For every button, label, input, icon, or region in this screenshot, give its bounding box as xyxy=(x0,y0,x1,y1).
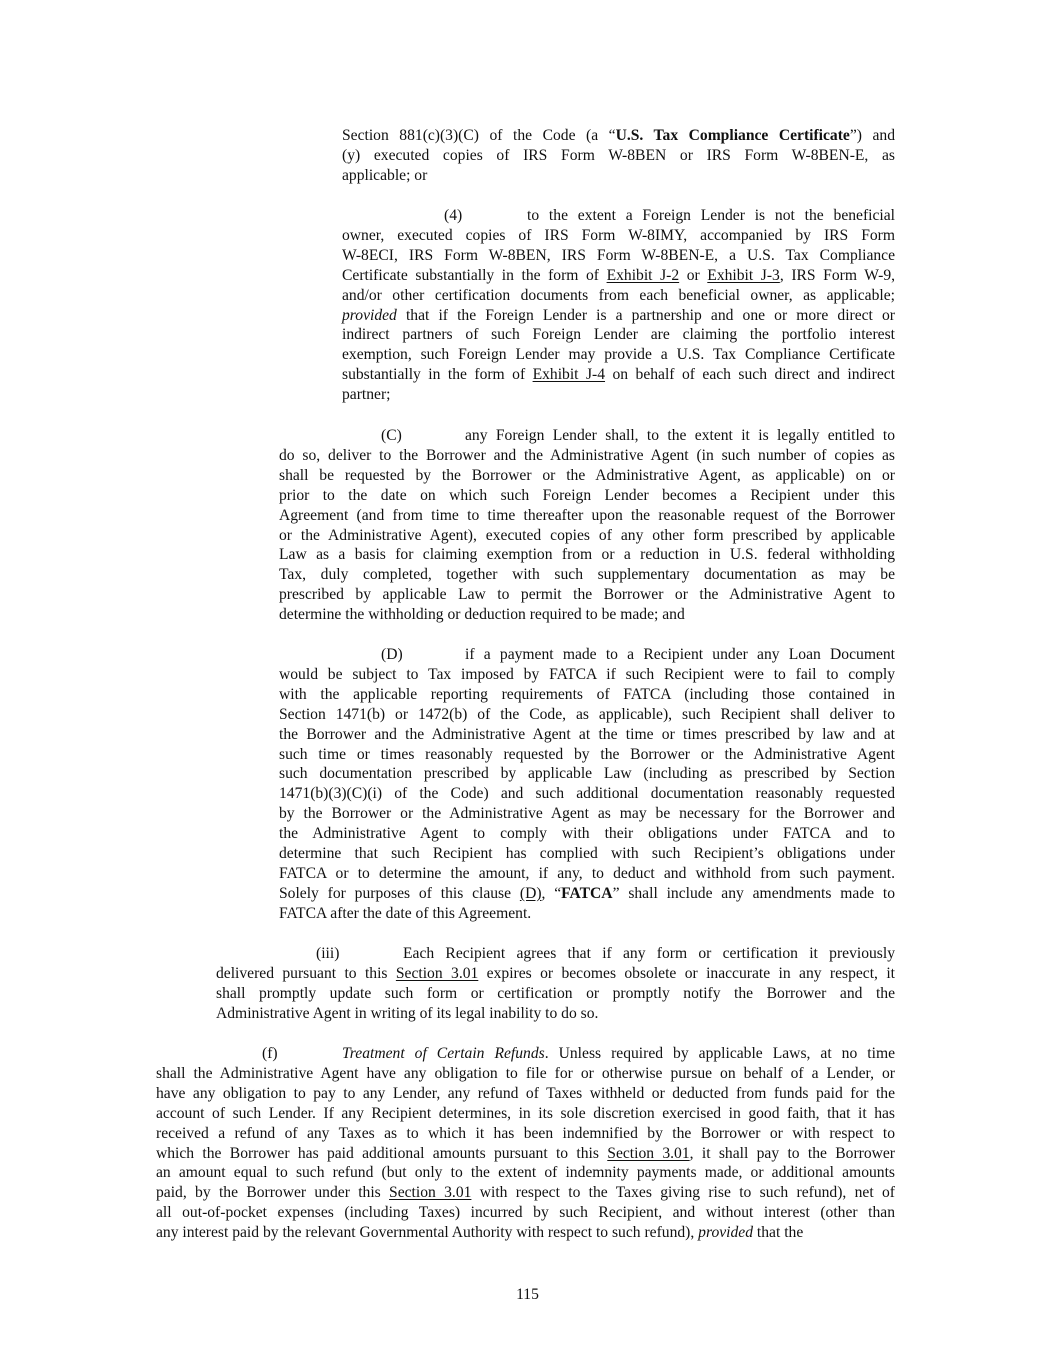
text-line: owner, executed copies of IRS Form W-8IMY, accompanied by IRS Form xyxy=(342,226,895,244)
clause-marker: (iii) xyxy=(316,945,340,962)
text-line: received a refund of any Taxes as to which it has been indemnified by the Borrower or with respect to xyxy=(156,1124,895,1142)
clause-b-3-continuation xyxy=(342,126,895,186)
clause-c-paragraph xyxy=(279,426,895,625)
clause-marker: (D) xyxy=(381,646,403,663)
cross-reference-link: Section 3.01 xyxy=(395,964,479,982)
section-f-treatment-of-refunds xyxy=(156,1044,895,1243)
text-line: determine that such Recipient has complied with such Recipient’s obligations under xyxy=(279,845,895,863)
text-line: shall the Administrative Agent have any obligation to file for or otherwise pursue on behalf of a Lender, or xyxy=(156,1064,895,1082)
text-line: the Administrative Agent to comply with their obligations under FATCA and to xyxy=(279,825,895,843)
text-line: Section 881(c)(3)(C) of the Code (a “U.S. Tax Compliance Certificate”) and xyxy=(342,127,895,144)
defined-term: U.S. Tax Compliance Certificate xyxy=(615,127,850,144)
text-line: Solely for purposes of this clause (D), “FATCA” shall include any amendments made to xyxy=(279,884,895,902)
text-line: FATCA or to determine the amount, if any, to deduct and withhold from such payment. xyxy=(279,864,895,882)
text-line: delivered pursuant to this Section 3.01 expires or becomes obsolete or inaccurate in any respect, it xyxy=(216,964,895,982)
text-line: FATCA after the date of this Agreement. xyxy=(279,904,532,922)
emphasis-text: provided xyxy=(698,1224,754,1242)
cross-reference-link: Section 3.01 xyxy=(607,1144,690,1162)
cross-reference-link: (D) xyxy=(519,884,542,902)
text-line: Administrative Agent in writing of its legal inability to do so. xyxy=(216,1004,599,1022)
emphasis-text: provided xyxy=(342,306,397,324)
text-line: (y) executed copies of IRS Form W-8BEN or IRS Form W-8BEN-E, as xyxy=(342,146,895,164)
text-line: Tax, duly completed, together with such supplementary documentation as may be xyxy=(279,566,895,584)
text-line: such time or times reasonably requested by the Borrower or the Administrative Agent xyxy=(279,745,895,763)
clause-d-paragraph xyxy=(279,645,895,924)
text-line: have any obligation to pay to any Lender, any refund of Taxes withheld or deducted from funds paid for the xyxy=(156,1084,895,1102)
text-line: partner; xyxy=(342,386,391,404)
text-line: (f) Treatment of Certain Refunds. Unless required by applicable Laws, at no time xyxy=(262,1045,895,1062)
text-line: substantially in the form of Exhibit J-4 on behalf of each such direct and indirect xyxy=(342,366,896,384)
text-line: indirect partners of such Foreign Lender are claiming the portfolio interest xyxy=(342,326,895,344)
text-line: applicable; or xyxy=(342,166,428,184)
text-line: W-8ECI, IRS Form W-8BEN, IRS Form W-8BEN-E, a U.S. Tax Compliance xyxy=(342,246,895,264)
defined-term: FATCA xyxy=(561,884,613,902)
text-line: Law as a basis for claiming exemption from or a reduction in U.S. federal withholding xyxy=(279,546,895,564)
text-line: an amount equal to such refund (but only to the extent of indemnity payments made, or additional amounts xyxy=(156,1164,895,1182)
text-line: with the applicable reporting requirements of FATCA (including those contained in xyxy=(279,685,895,703)
cross-reference-link: Section 3.01 xyxy=(389,1184,472,1202)
cross-reference-link: Exhibit J-2 xyxy=(606,266,680,284)
text-line: shall be requested by the Borrower or the Administrative Agent, as applicable) on or xyxy=(279,466,895,484)
text-line: paid, by the Borrower under this Section 3.01 with respect to the Taxes giving rise to such refund), net of xyxy=(156,1184,895,1202)
emphasis-text: Treatment of Certain Refunds xyxy=(342,1045,545,1062)
text-line: (iii) Each Recipient agrees that if any form or certification it previously xyxy=(316,945,895,962)
text-line: determine the withholding or deduction required to be made; and xyxy=(279,606,685,624)
text-line: (4) to the extent a Foreign Lender is not the beneficial xyxy=(444,207,895,224)
text-line: prescribed by applicable Law to permit the Borrower or the Administrative Agent to xyxy=(279,586,895,604)
text-line: the Borrower and the Administrative Agent at the time or times prescribed by law and at xyxy=(279,725,895,743)
text-line: such documentation prescribed by applicable Law (including as prescribed by Section xyxy=(279,765,895,783)
text-line: all out-of-pocket expenses (including Taxes) incurred by such Recipient, and without interest (other than xyxy=(156,1204,895,1222)
text-line: 1471(b)(3)(C)(i) of the Code) and such additional documentation reasonably requested xyxy=(279,785,895,803)
text-line: Certificate substantially in the form of Exhibit J-2 or Exhibit J-3, IRS Form W-9, xyxy=(342,266,896,284)
clause-marker: (f) xyxy=(262,1045,278,1062)
text-line: or the Administrative Agent), executed copies of any other form prescribed by applicable xyxy=(279,526,895,544)
text-line: account of such Lender. If any Recipient determines, in its sole discretion exercised in good faith, that it has xyxy=(156,1104,895,1122)
text-line: shall promptly update such form or certification or promptly notify the Borrower and the xyxy=(216,984,895,1002)
text-line: Section 1471(b) or 1472(b) of the Code, as applicable), such Recipient shall deliver to xyxy=(279,705,895,723)
text-line: (D) if a payment made to a Recipient under any Loan Document xyxy=(381,646,895,663)
text-line: and/or other certification documents from each beneficial owner, as applicable; xyxy=(342,286,895,304)
clause-b-4-paragraph xyxy=(342,206,895,405)
text-line: (C) any Foreign Lender shall, to the extent it is legally entitled to xyxy=(381,427,895,444)
text-line: provided that if the Foreign Lender is a partnership and one or more direct or xyxy=(342,306,895,324)
page-number: 115 xyxy=(516,1286,539,1303)
clause-marker: (C) xyxy=(381,427,402,444)
text-line: which the Borrower has paid additional amounts pursuant to this Section 3.01, it shall pay to the Borrower xyxy=(156,1144,896,1162)
text-line: by the Borrower or the Administrative Agent as may be necessary for the Borrower and xyxy=(279,805,895,823)
text-line: prior to the date on which such Foreign Lender becomes a Recipient under this xyxy=(279,486,895,504)
cross-reference-link: Exhibit J-4 xyxy=(532,366,606,384)
text-line: do so, deliver to the Borrower and the Administrative Agent (in such number of copies as xyxy=(279,446,895,464)
text-line: any interest paid by the relevant Governmental Authority with respect to such refund), provided that the xyxy=(156,1224,804,1242)
text-line: Agreement (and from time to time thereafter upon the reasonable request of the Borrower xyxy=(279,506,895,524)
text-line: would be subject to Tax imposed by FATCA if such Recipient were to fail to comply xyxy=(279,665,895,683)
text-line: exemption, such Foreign Lender may provide a U.S. Tax Compliance Certificate xyxy=(342,346,895,364)
clause-marker: (4) xyxy=(444,207,463,224)
cross-reference-link: Exhibit J-3 xyxy=(707,266,780,284)
clause-iii-paragraph xyxy=(216,944,895,1024)
